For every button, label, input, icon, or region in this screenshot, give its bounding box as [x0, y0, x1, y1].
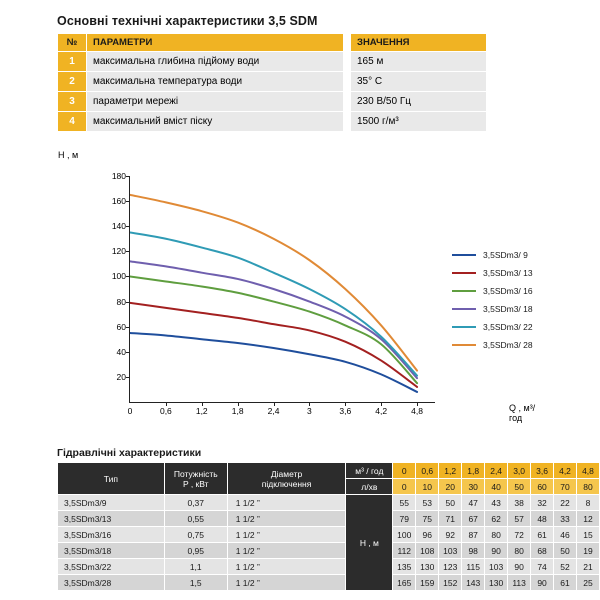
hyd-head-value: 62: [485, 511, 508, 527]
hyd-flow-lmin-value: 50: [508, 479, 531, 495]
chart-y-tick: 180: [111, 171, 126, 181]
chart-y-tick: 40: [116, 346, 126, 357]
hyd-head-value: 68: [531, 543, 554, 559]
hyd-header-head: H , м: [346, 495, 393, 591]
hyd-header-diameter: Діаметр підключення: [227, 463, 346, 495]
hyd-head-value: 159: [416, 575, 439, 591]
hyd-row-diameter: 1 1/2 ”: [227, 543, 346, 559]
spec-row-value: 165 м: [351, 52, 487, 72]
hyd-row-diameter: 1 1/2 ”: [227, 559, 346, 575]
spec-row-num: 4: [58, 112, 87, 132]
performance-chart: [57, 150, 547, 435]
hyd-row-power: 1,1: [164, 559, 227, 575]
legend-item: [452, 282, 533, 300]
chart-x-tick: 0,6: [159, 406, 172, 416]
legend-color-swatch: [452, 308, 476, 310]
hyd-flow-lmin-value: 40: [485, 479, 508, 495]
chart-x-tick-mark: [417, 402, 418, 406]
hyd-head-value: 92: [439, 527, 462, 543]
legend-item: [452, 264, 533, 282]
hyd-row-power: 0,55: [164, 511, 227, 527]
chart-y-tick-mark: [126, 201, 130, 202]
hyd-flow-lmin-value: 10: [416, 479, 439, 495]
hyd-head-value: 33: [554, 511, 577, 527]
chart-x-tick: 3,6: [339, 406, 352, 416]
hyd-head-value: 43: [485, 495, 508, 511]
hydraulic-table-row: [58, 575, 600, 591]
hydraulic-header-row-1: [58, 463, 600, 479]
hyd-head-value: 57: [508, 511, 531, 527]
hydraulic-table: [57, 462, 600, 591]
hyd-head-value: 96: [416, 527, 439, 543]
spec-gap: [344, 72, 351, 92]
spec-row-num: 3: [58, 92, 87, 112]
legend-label: 3,5SDm3/ 13: [483, 268, 533, 278]
chart-x-tick: 0: [127, 406, 133, 416]
spec-row-param: максимальна температура води: [87, 72, 344, 92]
spec-row-value: 230 В/50 Гц: [351, 92, 487, 112]
hyd-head-value: 50: [554, 543, 577, 559]
spec-row-num: 2: [58, 72, 87, 92]
spec-header-value: ЗНАЧЕННЯ: [351, 34, 487, 52]
hyd-head-value: 90: [531, 575, 554, 591]
hyd-header-unit-lmin: л/хв: [346, 479, 393, 495]
page-title: Основні технічні характеристики 3,5 SDM: [57, 14, 318, 28]
chart-x-tick-mark: [238, 402, 239, 406]
hyd-row-power: 0,95: [164, 543, 227, 559]
hyd-head-value: 72: [508, 527, 531, 543]
spec-row-param: максимальний вміст піску: [87, 112, 344, 132]
chart-x-tick: 1,2: [195, 406, 208, 416]
spec-gap: [344, 52, 351, 72]
hyd-row-type: 3,5SDm3/9: [58, 495, 165, 511]
chart-x-tick-mark: [309, 402, 310, 406]
hydraulic-table-row: [58, 495, 600, 511]
hyd-row-diameter: 1 1/2 ”: [227, 495, 346, 511]
hyd-head-value: 52: [554, 559, 577, 575]
hyd-head-value: 46: [554, 527, 577, 543]
chart-series-line: [130, 303, 417, 387]
chart-y-tick-mark: [126, 176, 130, 177]
legend-color-swatch: [452, 344, 476, 346]
chart-y-tick-mark: [126, 377, 130, 378]
hyd-head-value: 100: [393, 527, 416, 543]
hyd-flow-m3h-value: 4,2: [554, 463, 577, 479]
hyd-row-diameter: 1 1/2 ”: [227, 575, 346, 591]
legend-color-swatch: [452, 326, 476, 328]
chart-y-tick: 80: [116, 296, 126, 307]
hyd-head-value: 50: [439, 495, 462, 511]
hyd-row-type: 3,5SDm3/22: [58, 559, 165, 575]
chart-series-line: [130, 233, 417, 376]
hyd-head-value: 53: [416, 495, 439, 511]
chart-x-tick: 4,8: [411, 406, 423, 416]
hyd-head-value: 135: [393, 559, 416, 575]
chart-legend: [452, 246, 533, 354]
hyd-flow-m3h-value: 3,0: [508, 463, 531, 479]
hydraulic-table-row: [58, 527, 600, 543]
hyd-row-type: 3,5SDm3/28: [58, 575, 165, 591]
hyd-head-value: 74: [531, 559, 554, 575]
spec-table-row: [58, 72, 487, 92]
legend-item: [452, 300, 533, 318]
chart-y-tick-mark: [126, 226, 130, 227]
hyd-head-value: 165: [393, 575, 416, 591]
hyd-header-type: Тип: [58, 463, 165, 495]
chart-y-tick: 100: [111, 271, 126, 282]
legend-color-swatch: [452, 272, 476, 274]
hyd-head-value: 108: [416, 543, 439, 559]
hyd-head-value: 113: [508, 575, 531, 591]
hyd-head-value: 112: [393, 543, 416, 559]
spec-gap: [344, 112, 351, 132]
hyd-flow-m3h-value: 1,2: [439, 463, 462, 479]
chart-y-tick-mark: [126, 327, 130, 328]
hyd-flow-lmin-value: 0: [393, 479, 416, 495]
hyd-head-value: 47: [462, 495, 485, 511]
spec-gap: [344, 92, 351, 112]
hyd-head-value: 15: [576, 527, 599, 543]
chart-y-tick-mark: [126, 276, 130, 277]
spec-row-param: параметри мережі: [87, 92, 344, 112]
hyd-row-power: 1,5: [164, 575, 227, 591]
hyd-head-value: 130: [416, 559, 439, 575]
hyd-header-power: Потужність P , кВт: [164, 463, 227, 495]
chart-x-tick: 2,4: [267, 406, 280, 416]
legend-item: [452, 246, 533, 264]
hyd-head-value: 32: [531, 495, 554, 511]
hyd-head-value: 61: [531, 527, 554, 543]
legend-label: 3,5SDm3/ 22: [483, 322, 533, 332]
chart-y-tick: 120: [111, 246, 126, 257]
chart-x-tick-mark: [274, 402, 275, 406]
spec-row-num: 1: [58, 52, 87, 72]
hyd-head-value: 80: [485, 527, 508, 543]
spec-row-value: 35° С: [351, 72, 487, 92]
chart-curves: [130, 176, 435, 402]
chart-y-axis-label: H , м: [58, 150, 79, 160]
hyd-head-value: 152: [439, 575, 462, 591]
chart-y-tick-mark: [126, 352, 130, 353]
hyd-head-value: 98: [462, 543, 485, 559]
hyd-flow-lmin-value: 70: [554, 479, 577, 495]
chart-x-tick: 4,2: [375, 406, 388, 416]
hydraulic-table-row: [58, 543, 600, 559]
hyd-head-value: 75: [416, 511, 439, 527]
hyd-head-value: 143: [462, 575, 485, 591]
chart-y-tick: 160: [111, 196, 126, 207]
hyd-head-value: 19: [576, 543, 599, 559]
legend-color-swatch: [452, 254, 476, 256]
chart-series-line: [130, 333, 417, 392]
legend-label: 3,5SDm3/ 9: [483, 250, 528, 260]
hyd-row-diameter: 1 1/2 ”: [227, 527, 346, 543]
hyd-flow-m3h-value: 3,6: [531, 463, 554, 479]
hyd-row-type: 3,5SDm3/13: [58, 511, 165, 527]
chart-x-tick-mark: [381, 402, 382, 406]
chart-y-tick-mark: [126, 251, 130, 252]
legend-label: 3,5SDm3/ 18: [483, 304, 533, 314]
hyd-flow-lmin-value: 60: [531, 479, 554, 495]
hyd-row-type: 3,5SDm3/18: [58, 543, 165, 559]
hydraulic-section-title: Гідравлічні характеристики: [57, 447, 202, 459]
hyd-head-value: 12: [576, 511, 599, 527]
hyd-head-value: 25: [576, 575, 599, 591]
hydraulic-table-row: [58, 511, 600, 527]
hyd-head-value: 67: [462, 511, 485, 527]
spec-table-header: [58, 34, 487, 52]
spec-row-param: максимальна глибина підйому води: [87, 52, 344, 72]
hyd-row-type: 3,5SDm3/16: [58, 527, 165, 543]
legend-color-swatch: [452, 290, 476, 292]
hyd-head-value: 80: [508, 543, 531, 559]
hyd-flow-m3h-value: 0,6: [416, 463, 439, 479]
spec-table-row: [58, 92, 487, 112]
chart-y-tick: 140: [111, 221, 126, 232]
spec-gap: [344, 34, 351, 52]
chart-y-tick: 20: [116, 371, 126, 382]
spec-row-value: 1500 г/м³: [351, 112, 487, 132]
hydraulic-table-row: [58, 559, 600, 575]
hyd-row-power: 0,37: [164, 495, 227, 511]
hyd-head-value: 123: [439, 559, 462, 575]
legend-item: [452, 336, 533, 354]
legend-item: [452, 318, 533, 336]
spec-header-param: ПАРАМЕТРИ: [87, 34, 344, 52]
chart-y-tick-mark: [126, 302, 130, 303]
hyd-head-value: 71: [439, 511, 462, 527]
hyd-head-value: 103: [439, 543, 462, 559]
hyd-row-power: 0,75: [164, 527, 227, 543]
legend-label: 3,5SDm3/ 16: [483, 286, 533, 296]
chart-x-tick-mark: [166, 402, 167, 406]
hyd-head-value: 87: [462, 527, 485, 543]
hyd-flow-lmin-value: 80: [576, 479, 599, 495]
hyd-head-value: 21: [576, 559, 599, 575]
hyd-flow-lmin-value: 20: [439, 479, 462, 495]
chart-x-tick-mark: [345, 402, 346, 406]
chart-series-line: [130, 261, 417, 378]
hyd-flow-m3h-value: 1,8: [462, 463, 485, 479]
hyd-head-value: 130: [485, 575, 508, 591]
hyd-flow-lmin-value: 30: [462, 479, 485, 495]
hyd-head-value: 103: [485, 559, 508, 575]
hyd-flow-m3h-value: 2,4: [485, 463, 508, 479]
spec-table-row: [58, 112, 487, 132]
hyd-head-value: 90: [485, 543, 508, 559]
hyd-head-value: 8: [576, 495, 599, 511]
chart-x-tick: 1,8: [231, 406, 244, 416]
hyd-head-value: 38: [508, 495, 531, 511]
hyd-flow-m3h-value: 0: [393, 463, 416, 479]
hyd-head-value: 115: [462, 559, 485, 575]
chart-plot-area: [111, 171, 435, 416]
hyd-head-value: 22: [554, 495, 577, 511]
spec-table-row: [58, 52, 487, 72]
spec-table: [57, 33, 487, 132]
hyd-head-value: 90: [508, 559, 531, 575]
chart-y-tick: 60: [116, 321, 126, 332]
hyd-head-value: 55: [393, 495, 416, 511]
hyd-flow-m3h-value: 4,8: [576, 463, 599, 479]
spec-header-num: №: [58, 34, 87, 52]
hyd-head-value: 61: [554, 575, 577, 591]
hyd-row-diameter: 1 1/2 ”: [227, 511, 346, 527]
chart-x-tick: 3: [307, 406, 312, 416]
hyd-header-unit-m3h: м³ / год: [346, 463, 393, 479]
hyd-head-value: 79: [393, 511, 416, 527]
chart-x-tick-mark: [202, 402, 203, 406]
hyd-head-value: 48: [531, 511, 554, 527]
chart-x-axis-label: Q , м³/год: [509, 403, 536, 423]
legend-label: 3,5SDm3/ 28: [483, 340, 533, 350]
